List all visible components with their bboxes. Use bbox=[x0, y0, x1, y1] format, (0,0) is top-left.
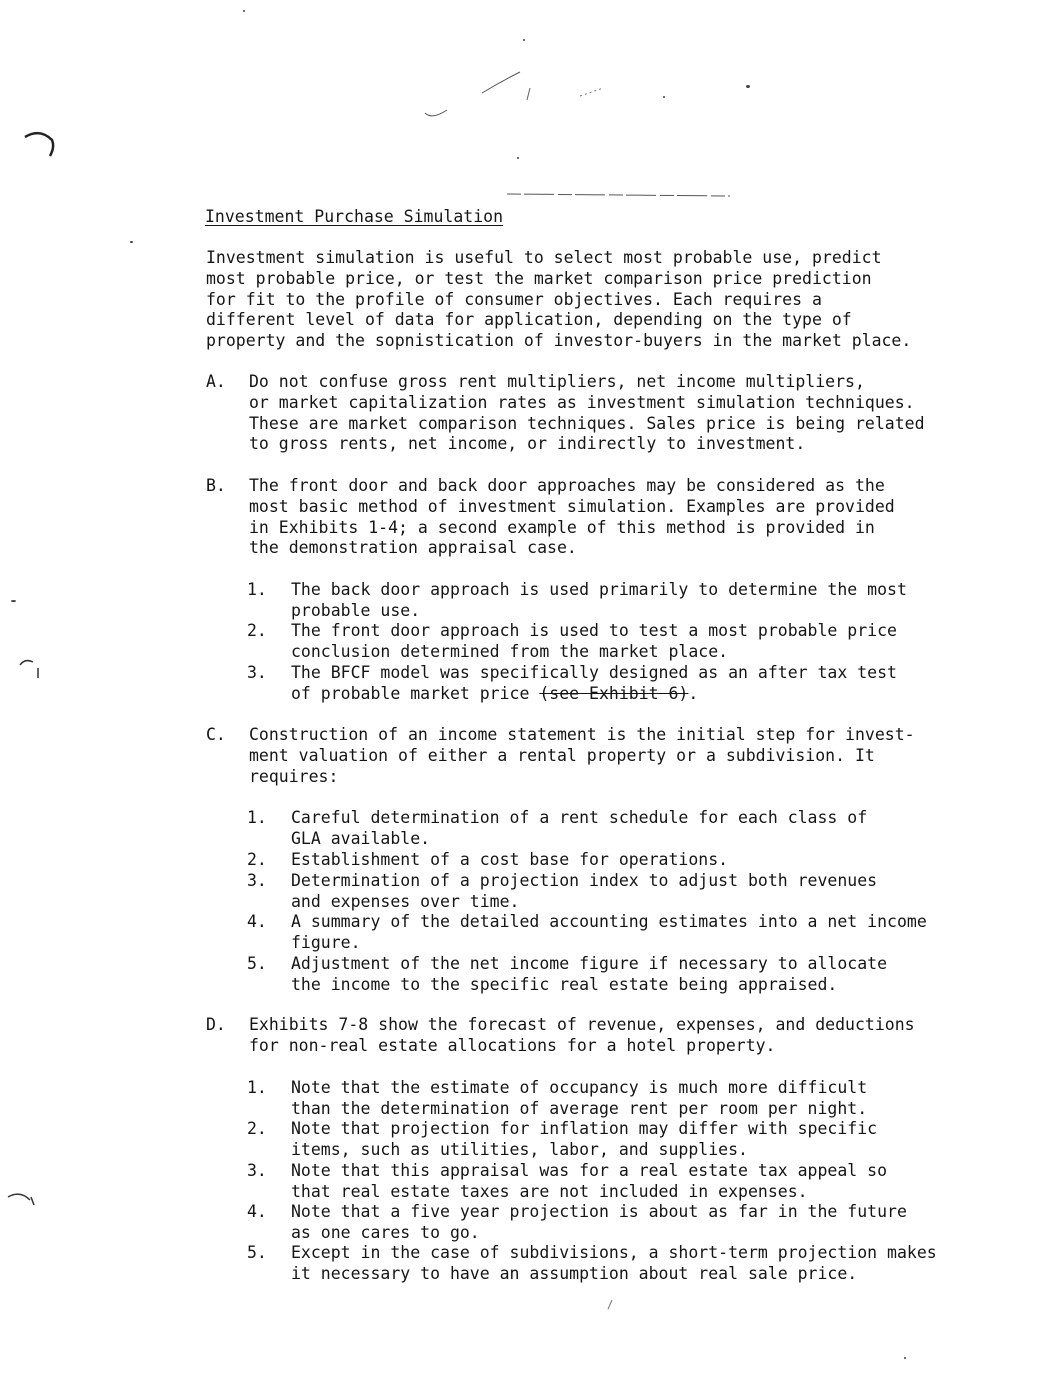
list-item-text: The front door approach is used to test a most probable price conclusion determined from the market place. bbox=[291, 621, 897, 661]
scan-speck bbox=[130, 241, 133, 243]
list-item-text: Determination of a projection index to adjust both revenues and expenses over time. bbox=[291, 871, 878, 911]
intro-paragraph: Investment simulation is useful to select most probable use, predict most probable price, or test the market comparison price prediction for fit to the profile of consumer objectives. Each requires a different level of data for application, depending on the type of property and the sopnistication of investor-buyers in the market place. bbox=[206, 248, 912, 351]
list-item-text: A summary of the detailed accounting estimates into a net income figure. bbox=[291, 912, 927, 952]
scan-speck bbox=[904, 1357, 906, 1359]
list-item-text: Note that a five year projection is about as far in the future as one cares to go. bbox=[291, 1202, 907, 1242]
scan-speck bbox=[517, 157, 519, 159]
section-label: D. bbox=[206, 1015, 226, 1034]
section-text: The front door and back door approaches may be considered as the most basic method of investment simulation. Examples are provided in Exhibits 1-4; a second example of this method is provided in the demonstration appraisal case. bbox=[249, 476, 895, 558]
list-item-text: Except in the case of subdivisions, a short-term projection makes it necessary to have an assumption about real sale price. bbox=[291, 1243, 937, 1283]
list-item-number: 2. bbox=[247, 621, 267, 640]
list-item-text-wrap bbox=[291, 663, 1011, 705]
scan-mark-stroke bbox=[482, 72, 520, 93]
scan-mark-line bbox=[507, 194, 730, 196]
list-item-text: Note that projection for inflation may differ with specific items, such as utilities, labor, and supplies. bbox=[291, 1119, 878, 1159]
page-title: Investment Purchase Simulation bbox=[205, 207, 504, 226]
list-item-text: Careful determination of a rent schedule for each class of GLA available. bbox=[291, 808, 868, 848]
list-item-text: Establishment of a cost base for operations. bbox=[291, 850, 729, 869]
scan-mark-stroke bbox=[608, 1300, 612, 1309]
section-label: B. bbox=[206, 476, 226, 495]
scan-speck bbox=[523, 39, 525, 41]
sentence-end: . bbox=[688, 683, 699, 703]
scan-mark-stroke bbox=[8, 1194, 34, 1205]
scan-speck bbox=[746, 85, 750, 88]
list-item-text: The BFCF model was specifically designed as an after tax test of probable market price bbox=[291, 663, 897, 703]
section-label: C. bbox=[206, 725, 226, 744]
scan-speck bbox=[663, 96, 665, 98]
list-item-number: 1. bbox=[247, 808, 267, 827]
scan-mark-stroke bbox=[580, 88, 603, 96]
list-item-number: 2. bbox=[247, 850, 267, 869]
section-text: Construction of an income statement is the initial step for invest- ment valuation of either a rental property or a subdivision. It requires: bbox=[249, 725, 915, 786]
section-label: A. bbox=[206, 372, 226, 391]
scan-mark-curl bbox=[25, 133, 53, 156]
list-item-number: 4. bbox=[247, 912, 267, 931]
list-item-number: 5. bbox=[247, 1243, 267, 1262]
scan-mark-stroke bbox=[425, 110, 447, 116]
list-item-number: 1. bbox=[247, 580, 267, 599]
list-item-number: 2. bbox=[247, 1119, 267, 1138]
scan-speck bbox=[243, 10, 245, 12]
section-text: Do not confuse gross rent multipliers, net income multipliers, or market capitalization rates as investment simulation techniques. These are market comparison techniques. Sales price is being related to gross rents, net income, or indirectly to investment. bbox=[249, 372, 925, 454]
list-item-number: 1. bbox=[247, 1078, 267, 1097]
list-item-text: Note that this appraisal was for a real estate tax appeal so that real estate taxes are not included in expenses. bbox=[291, 1161, 888, 1201]
list-item-number: 3. bbox=[247, 871, 267, 890]
scan-speck bbox=[11, 600, 16, 602]
list-item-text: The back door approach is used primarily to determine the most probable use. bbox=[291, 580, 907, 620]
list-item-number: 3. bbox=[247, 1161, 267, 1180]
section-text: Exhibits 7-8 show the forecast of revenue, expenses, and deductions for non-real estate allocations for a hotel property. bbox=[249, 1015, 915, 1055]
list-item-number: 3. bbox=[247, 663, 267, 682]
scan-mark-stroke bbox=[527, 88, 530, 100]
list-item-text: Note that the estimate of occupancy is much more difficult than the determination of average rent per room per night. bbox=[291, 1078, 868, 1118]
list-item-number: 5. bbox=[247, 954, 267, 973]
list-item-text: Adjustment of the net income figure if necessary to allocate the income to the specific real estate being appraised. bbox=[291, 954, 888, 994]
struck-through-reference: (see Exhibit 6) bbox=[539, 683, 689, 703]
list-item-number: 4. bbox=[247, 1202, 267, 1221]
scan-mark-stroke bbox=[20, 661, 38, 678]
